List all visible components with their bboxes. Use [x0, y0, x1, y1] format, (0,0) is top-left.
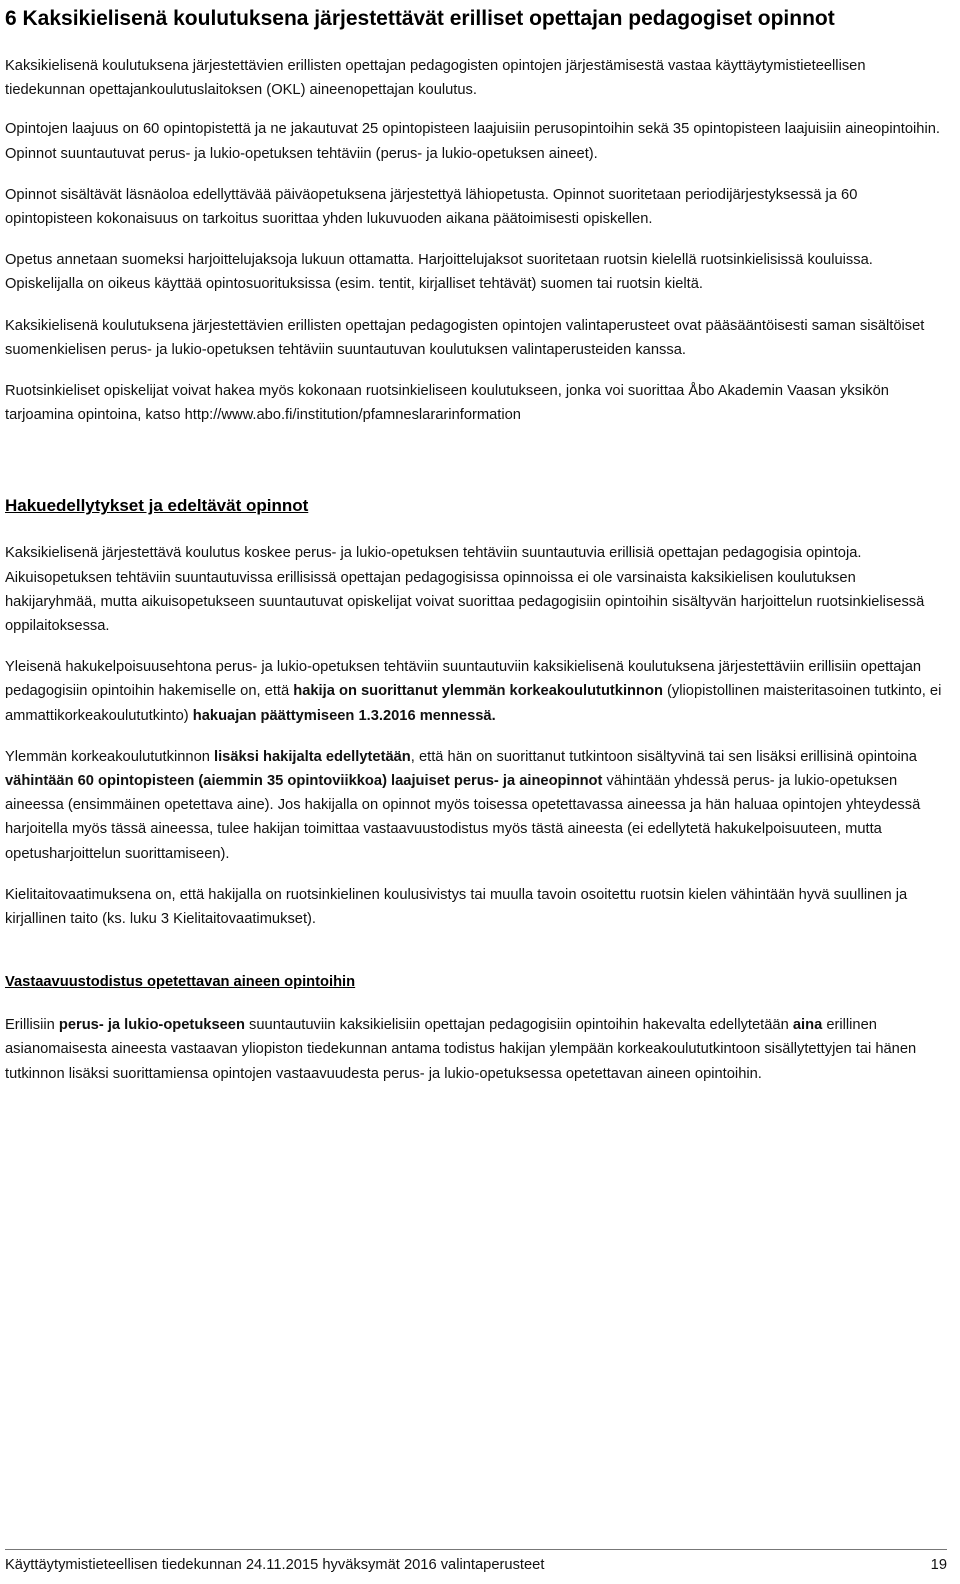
bold-span: vähintään 60 opintopisteen (aiemmin 35 opintoviikkoa) laajuiset perus- ja aineopinnot [5, 773, 603, 790]
section-title: 6 Kaksikielisenä koulutuksena järjestettävät erilliset opettajan pedagogiset opinnot [5, 7, 835, 30]
bold-span: hakija on suorittanut ylemmän korkeakoulututkinnon [293, 683, 663, 700]
intro-paragraph-3: Opinnot sisältävät läsnäoloa edellyttävää päiväopetuksena järjestettyä lähiopetusta. Opinnot suoritetaan periodijärjestyksessä ja 60 opintopisteen kokonaisuus on tarkoitus suorittaa yhden lukuvuoden aikana päätoimisesti opiskellen. [5, 186, 858, 228]
intro-paragraph-1: Kaksikielisenä koulutuksena järjestettävien erillisten opettajan pedagogisten opintojen järjestämisestä vastaa käyttäytymistieteellisen tiedekunnan opettajankoulutuslaitoksen (OKL) aineenopettajan koulutus. [5, 58, 866, 99]
text-span: suuntautuviin kaksikielisiin opettajan pedagogisiin opintoihin hakevalta edellytetään [244, 1017, 793, 1034]
bold-span: lisäksi hakijalta edellytetään [214, 748, 411, 765]
heading-hakuedellytykset: Hakuedellytykset ja edeltävät opinnot [5, 496, 309, 516]
hakuedellytykset-paragraph-1: Kaksikielisenä järjestettävä koulutus koskee perus- ja lukio-opetuksen tehtäviin suuntautuvia erillisiä opettajan pedagogisia opintoja. Aikuisopetuksen tehtäviin suuntautuvissa erillisissä opettajan pedagogisissa opinnoissa ei ole varsinaista kaksikielisen koulutuksen hakijaryhmää, mutta aikuisopetukseen suuntautuvat opiskelijat voivat suorittaa pedagogisiin opintoihin sisältyvän harjoittelun ruotsinkielisessä oppilaitoksessa. [5, 545, 925, 635]
bold-span: hakuajan päättymiseen 1.3.2016 mennessä. [192, 707, 496, 724]
footer-divider [5, 1549, 947, 1550]
text-span: Ylemmän korkeakoulututkinnon [5, 748, 215, 765]
hakuedellytykset-paragraph-4: Kielitaitovaatimuksena on, että hakijalla on ruotsinkielinen koulusivistys tai muulla tavoin osoitettu ruotsin kielen vähintään hyvä suullinen ja kirjallinen taito (ks. luku 3 Kielitaitovaatimukset). [5, 886, 908, 928]
text-span: Yleisenä hakukelpoisuusehtona perus- ja lukio-opetuksen tehtäviin suuntautuviin kaksikielisenä koulutuksena järjestettäviin erillisiin opettajan pedagogisiin opintoihin hakemiselle on, että [5, 659, 922, 700]
text-span: vähintään yhdessä perus- ja lukio-opetuksen aineessa (ensimmäinen opetettava aine). Jos hakijalla on opinnot myös toisessa opetettavassa aineessa ja hän haluaa opintojen yhteydessä harjoitella myös tässä aineessa, tulee hakijan toimittaa vastaavuustodistus myös tästä aineesta (ei edellytetä hakukelpoisuuteen, mutta opetusharjoittelun suorittamiseen). [5, 773, 921, 862]
text-span: erillinen asianomaisesta aineesta vastaavan yliopiston tiedekunnan antama todistus hakijan ylempään korkeakoulututkintoon sisällytettyjen tai hänen tutkinnon lisäksi suorittamiensa opintojen vastaavuudesta perus- ja lukio-opetuksessa opetettavan aineen opintoihin. [5, 1017, 917, 1082]
footer-text: Käyttäytymistieteellisen tiedekunnan 24.11.2015 hyväksymät 2016 valintaperusteet [5, 1557, 545, 1573]
text-span: , että hän on suorittanut tutkintoon sisältyvinä tai sen lisäksi erillisinä opintoina [410, 748, 917, 765]
intro-paragraph-4: Opetus annetaan suomeksi harjoittelujaksoja lukuun ottamatta. Harjoittelujaksot suoritetaan ruotsin kielellä ruotsinkielisissä kouluissa. Opiskelijalla on oikeus käyttää opintosuorituksissa (esim. tentit, kirjalliset tehtävät) suomen tai ruotsin kieltä. [5, 252, 873, 293]
text-span: Erillisiin [5, 1017, 59, 1034]
page-footer [5, 1555, 947, 1575]
intro-paragraph-2: Opintojen laajuus on 60 opintopistettä ja ne jakautuvat 25 opintopisteen laajuisiin perusopintoihin sekä 35 opintopisteen laajuisiin aineopintoihin. Opinnot suuntautuvat perus- ja lukio-opetuksen tehtäviin (perus- ja lukio-opetuksen aineet). [5, 121, 940, 162]
document-page [5, 0, 947, 1086]
hakuedellytykset-paragraph-2 [5, 655, 947, 728]
page-number: 19 [930, 1557, 947, 1573]
hakuedellytykset-paragraph-3 [5, 745, 947, 866]
bold-span: perus- ja lukio-opetukseen [58, 1017, 245, 1034]
vastaavuus-paragraph [5, 1013, 947, 1086]
intro-paragraph-5: Kaksikielisenä koulutuksena järjestettävien erillisten opettajan pedagogisten opintojen valintaperusteet ovat pääsääntöisesti saman sisältöiset suomenkielisen perus- ja lukio-opetuksen tehtäviin suuntautuvan koulutuksen valintaperusteiden kanssa. [5, 317, 925, 358]
bold-span: aina [792, 1017, 823, 1034]
heading-vastaavuustodistus: Vastaavuustodistus opetettavan aineen opintoihin [5, 974, 356, 991]
text-span: (yliopistollinen maisteritasoinen tutkinto, ei ammattikorkeakoulututkinto) [5, 683, 942, 724]
intro-paragraph-6: Ruotsinkieliset opiskelijat voivat hakea myös kokonaan ruotsinkieliseen koulutukseen, jonka voi suorittaa Åbo Akademin Vaasan yksikön tarjoamina opintoina, katso http://www.abo.fi/institution/pfamneslararinformation [5, 383, 889, 424]
